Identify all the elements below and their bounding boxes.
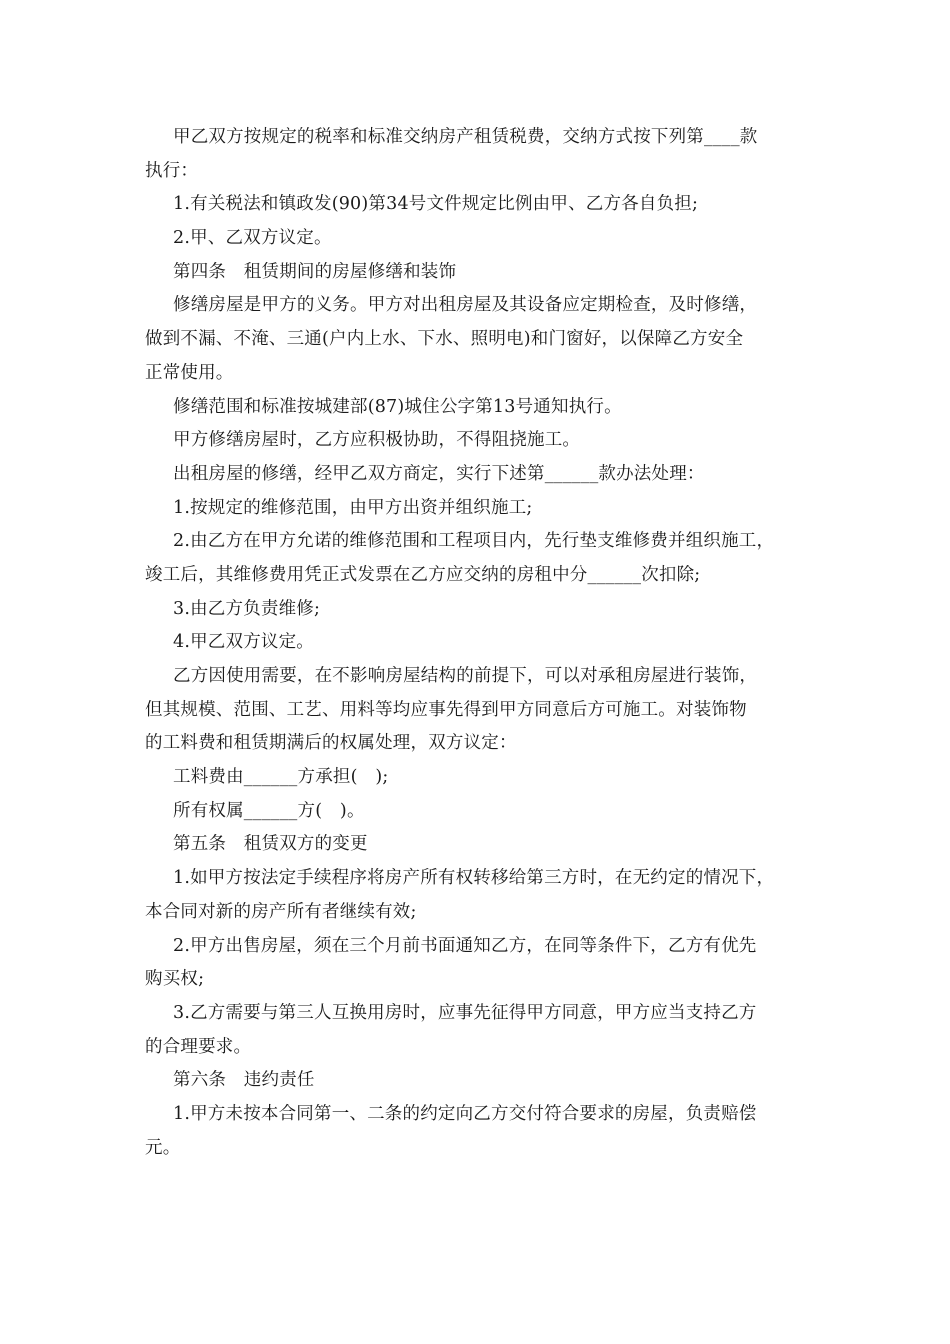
section-heading: 第五条 租赁双方的变更 xyxy=(173,834,368,855)
text-line: 本合同对新的房产所有者继续有效; xyxy=(145,901,417,922)
text-line: 2.甲方出售房屋，须在三个月前书面通知乙方，在同等条件下，乙方有优先 xyxy=(173,935,757,956)
section-heading: 第六条 违约责任 xyxy=(173,1070,315,1091)
text-line: 购买权; xyxy=(145,969,205,990)
text-line: 出租房屋的修缮，经甲乙双方商定，实行下述第______款办法处理： xyxy=(173,463,705,484)
text-line: 3.乙方需要与第三人互换用房时，应事先征得甲方同意，甲方应当支持乙方 xyxy=(173,1002,757,1023)
text-line: 竣工后，其维修费用凭正式发票在乙方应交纳的房租中分______次扣除; xyxy=(145,564,701,585)
text-line: 1.如甲方按法定手续程序将房产所有权转移给第三方时，在无约定的情况下， xyxy=(173,868,775,889)
document-body xyxy=(145,121,810,1165)
text-line: 甲方修缮房屋时，乙方应积极协助，不得阻挠施工。 xyxy=(173,430,581,451)
text-line: 乙方因使用需要，在不影响房屋结构的前提下，可以对承租房屋进行装饰， xyxy=(173,666,758,686)
text-line: 甲乙双方按规定的税率和标准交纳房产租赁税费，交纳方式按下列第____款 xyxy=(173,127,758,147)
text-line: 2.甲、乙双方议定。 xyxy=(173,228,332,249)
text-line: 1.甲方未按本合同第一、二条的约定向乙方交付符合要求的房屋，负责赔偿 xyxy=(173,1103,757,1124)
text-line: 1.按规定的维修范围，由甲方出资并组织施工; xyxy=(173,497,533,518)
text-line: 1.有关税法和镇政发(90)第34号文件规定比例由甲、乙方各自负担; xyxy=(173,194,699,215)
text-line: 2.由乙方在甲方允诺的维修范围和工程项目内，先行垫支维修费并组织施工， xyxy=(173,531,775,552)
text-line: 做到不漏、不淹、三通(户内上水、下水、照明电)和门窗好，以保障乙方安全 xyxy=(145,329,744,350)
text-line: 的合理要求。 xyxy=(145,1036,252,1057)
text-line: 工料费由______方承担( ); xyxy=(173,767,389,788)
text-line: 4.甲乙双方议定。 xyxy=(173,632,314,653)
text-line: 3.由乙方负责维修; xyxy=(173,598,321,619)
text-line: 修缮范围和标准按城建部(87)城住公字第13号通知执行。 xyxy=(173,396,622,417)
section-heading: 第四条 租赁期间的房屋修缮和装饰 xyxy=(173,261,457,282)
text-line: 但其规模、范围、工艺、用料等均应事先得到甲方同意后方可施工。对装饰物 xyxy=(145,699,747,720)
text-line: 执行： xyxy=(145,160,199,181)
text-line: 修缮房屋是甲方的义务。甲方对出租房屋及其设备应定期检查，及时修缮， xyxy=(173,295,758,316)
text-line: 的工料费和租赁期满后的权属处理，双方议定： xyxy=(145,733,517,754)
text-line: 正常使用。 xyxy=(145,362,234,383)
text-line: 元。 xyxy=(145,1137,181,1158)
text-line: 所有权属______方( )。 xyxy=(173,800,365,821)
